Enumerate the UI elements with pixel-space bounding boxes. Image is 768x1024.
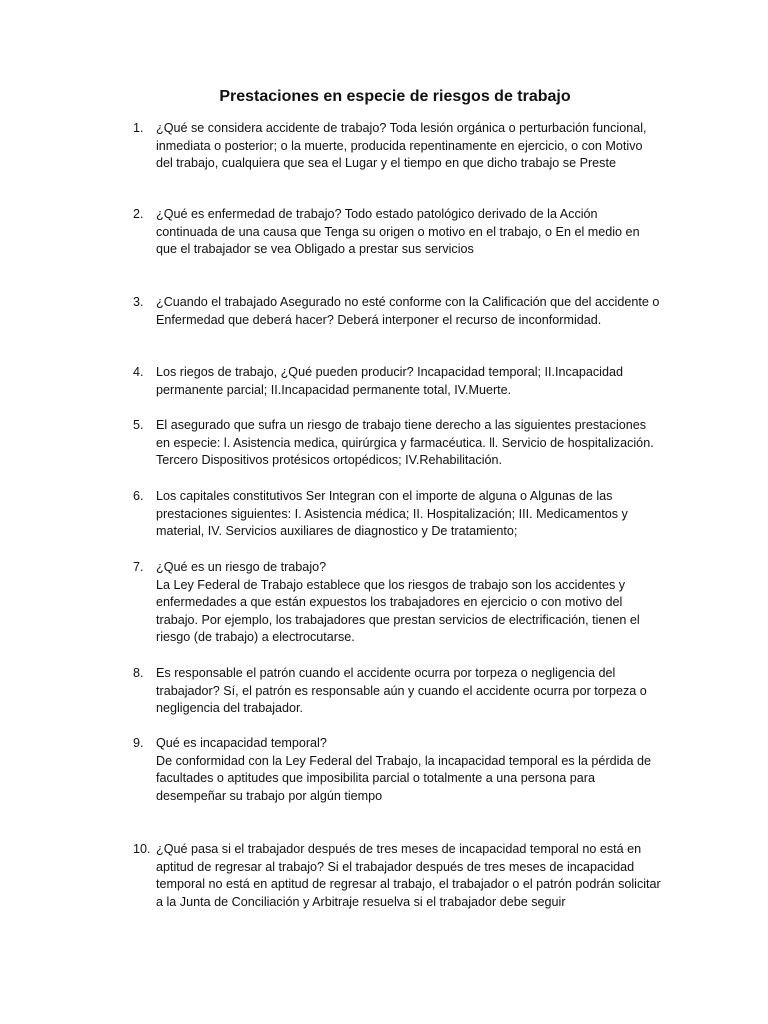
item-answer: De conformidad con la Ley Federal del Trabajo, la incapacidad temporal es la pérdida de facultades o aptitudes que imposibilita parcial o totalmente a una persona para desempeñar su trabajo por algún tiempo (156, 753, 651, 803)
document-title: Prestaciones en especie de riesgos de trabajo (219, 88, 571, 105)
item-number: 6. (133, 489, 144, 503)
item-text (156, 559, 661, 647)
item-text (156, 735, 661, 805)
item-text: El asegurado que sufra un riesgo de trabajo tiene derecho a las siguientes prestaciones en especie: l. Asistencia medica, quirúrgica y farmacéutica. ll. Servicio de hospitalización. Tercero Dispositivos protésicos ortopédicos; IV.Rehabilitación. (156, 418, 654, 468)
item-text: ¿Qué se considera accidente de trabajo? Toda lesión orgánica o perturbación funcional, inmediata o posterior; o la muerte, producida repentinamente en ejercicio, o con Motivo del trabajo, cualquiera que sea el Lugar y el tiempo en que dicho trabajo se Preste (156, 121, 647, 171)
item-number: 7. (133, 560, 144, 574)
item-number: 4. (133, 365, 144, 379)
item-text: ¿Qué es enfermedad de trabajo? Todo estado patológico derivado de la Acción continuada de una causa que Tenga su origen o motivo en el trabajo, o En el medio en que el trabajador se vea Obligado a prestar sus servicios (156, 207, 640, 257)
item-number: 1. (133, 121, 144, 135)
item-number: 2. (133, 207, 144, 221)
item-question: Qué es incapacidad temporal? (156, 736, 327, 750)
item-text: ¿Cuando el trabajado Asegurado no esté conforme con la Calificación que del accidente o Enfermedad que deberá hacer? Deberá interponer el recurso de inconformidad. (156, 295, 660, 327)
item-answer: La Ley Federal de Trabajo establece que los riesgos de trabajo son los accidentes y enfermedades a que están expuestos los trabajadores en ejercicio o con motivo del trabajo. Por ejemplo, los trabajadores que prestan servicios de electrificación, tienen el riesgo (de trabajo) a electrocutarse. (156, 577, 640, 645)
item-text: Es responsable el patrón cuando el accidente ocurra por torpeza o negligencia del trabajador? Sí, el patrón es responsable aún y cuando el accidente ocurra por torpeza o negligencia del trabajador. (156, 666, 647, 716)
item-number: 5. (133, 418, 144, 432)
item-number: 3. (133, 295, 144, 309)
item-text: Los riegos de trabajo, ¿Qué pueden producir? Incapacidad temporal; II.Incapacidad permanente parcial; II.Incapacidad permanente total, IV.Muerte. (156, 365, 623, 397)
item-text: Los capitales constitutivos Ser Integran con el importe de alguna o Algunas de las prestaciones siguientes: I. Asistencia médica; II. Hospitalización; III. Medicamentos y material, IV. Servicios auxiliares de diagnostico y De tratamiento; (156, 489, 628, 539)
item-text: ¿Qué pasa si el trabajador después de tres meses de incapacidad temporal no está en aptitud de regresar al trabajo? Si el trabajador después de tres meses de incapacidad temporal no está en aptitud de regresar al trabajo, el trabajador o el patrón podrán solicitar a la Junta de Conciliación y Arbitraje resuelva si el trabajador debe seguir (156, 842, 661, 909)
item-number: 10. (133, 842, 151, 856)
item-number: 9. (133, 736, 144, 750)
item-question: ¿Qué es un riesgo de trabajo? (156, 560, 327, 574)
item-number: 8. (133, 666, 144, 680)
